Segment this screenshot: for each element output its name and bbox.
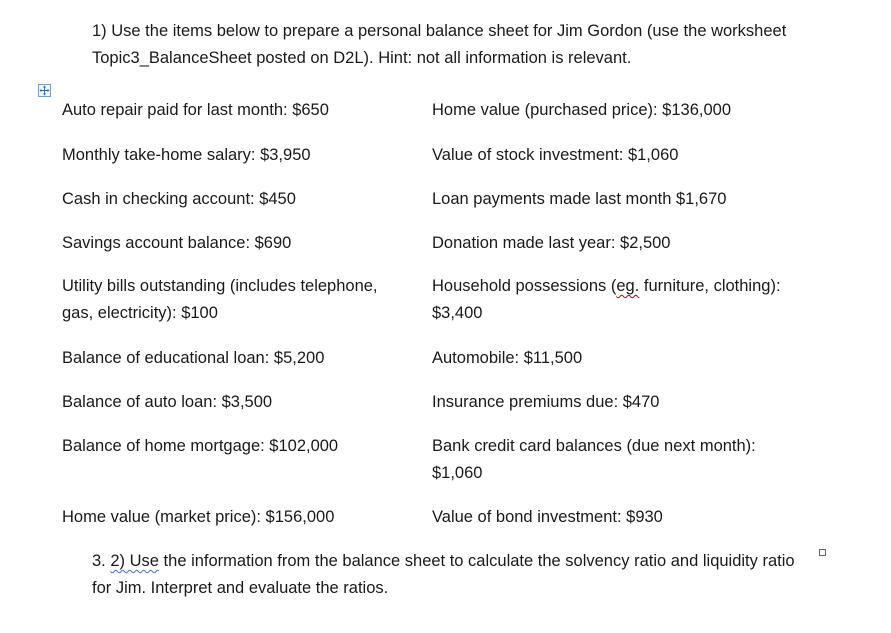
move-table-icon[interactable] xyxy=(38,84,51,97)
item-utility-bills: Utility bills outstanding (includes telephone, gas, electricity): $100 xyxy=(62,277,378,322)
item-loan-payments: Loan payments made last month $1,670 xyxy=(432,190,727,208)
question-3-rest: the information from the balance sheet to calculate the solvency ratio and liquidity ratio for Jim. Interpret and evaluate the ratios. xyxy=(92,552,795,597)
item-stock-investment: Value of stock investment: $1,060 xyxy=(432,146,679,164)
grammar-flag[interactable]: 2) Use xyxy=(110,552,159,570)
item-automobile: Automobile: $11,500 xyxy=(432,349,583,367)
household-text-b: furniture, clothing): $3,400 xyxy=(432,277,781,322)
item-household-possessions xyxy=(432,273,812,327)
spelling-flag[interactable]: eg. xyxy=(616,277,640,295)
question-3-text xyxy=(92,548,812,602)
item-home-purchase-value: Home value (purchased price): $136,000 xyxy=(432,101,732,119)
item-home-mortgage: Balance of home mortgage: $102,000 xyxy=(62,437,339,455)
item-educational-loan: Balance of educational loan: $5,200 xyxy=(62,349,325,367)
item-donation: Donation made last year: $2,500 xyxy=(432,234,671,252)
item-credit-card-balances: Bank credit card balances (due next month): $1,060 xyxy=(432,437,756,482)
table-resize-handle[interactable] xyxy=(819,549,826,556)
item-savings-balance: Savings account balance: $690 xyxy=(62,234,292,252)
item-auto-repair: Auto repair paid for last month: $650 xyxy=(62,101,329,119)
question-3-prefix: 3. xyxy=(92,552,111,570)
item-bond-investment: Value of bond investment: $930 xyxy=(432,508,663,526)
item-checking-cash: Cash in checking account: $450 xyxy=(62,190,296,208)
item-home-market-value: Home value (market price): $156,000 xyxy=(62,508,335,526)
item-auto-loan: Balance of auto loan: $3,500 xyxy=(62,393,273,411)
item-insurance-premiums: Insurance premiums due: $470 xyxy=(432,393,660,411)
household-text-a: Household possessions ( xyxy=(432,277,617,295)
item-take-home-salary: Monthly take-home salary: $3,950 xyxy=(62,146,311,164)
question-1-text: 1) Use the items below to prepare a personal balance sheet for Jim Gordon (use the worksheet Topic3_BalanceSheet posted on D2L). Hint: not all information is relevant. xyxy=(92,22,787,67)
